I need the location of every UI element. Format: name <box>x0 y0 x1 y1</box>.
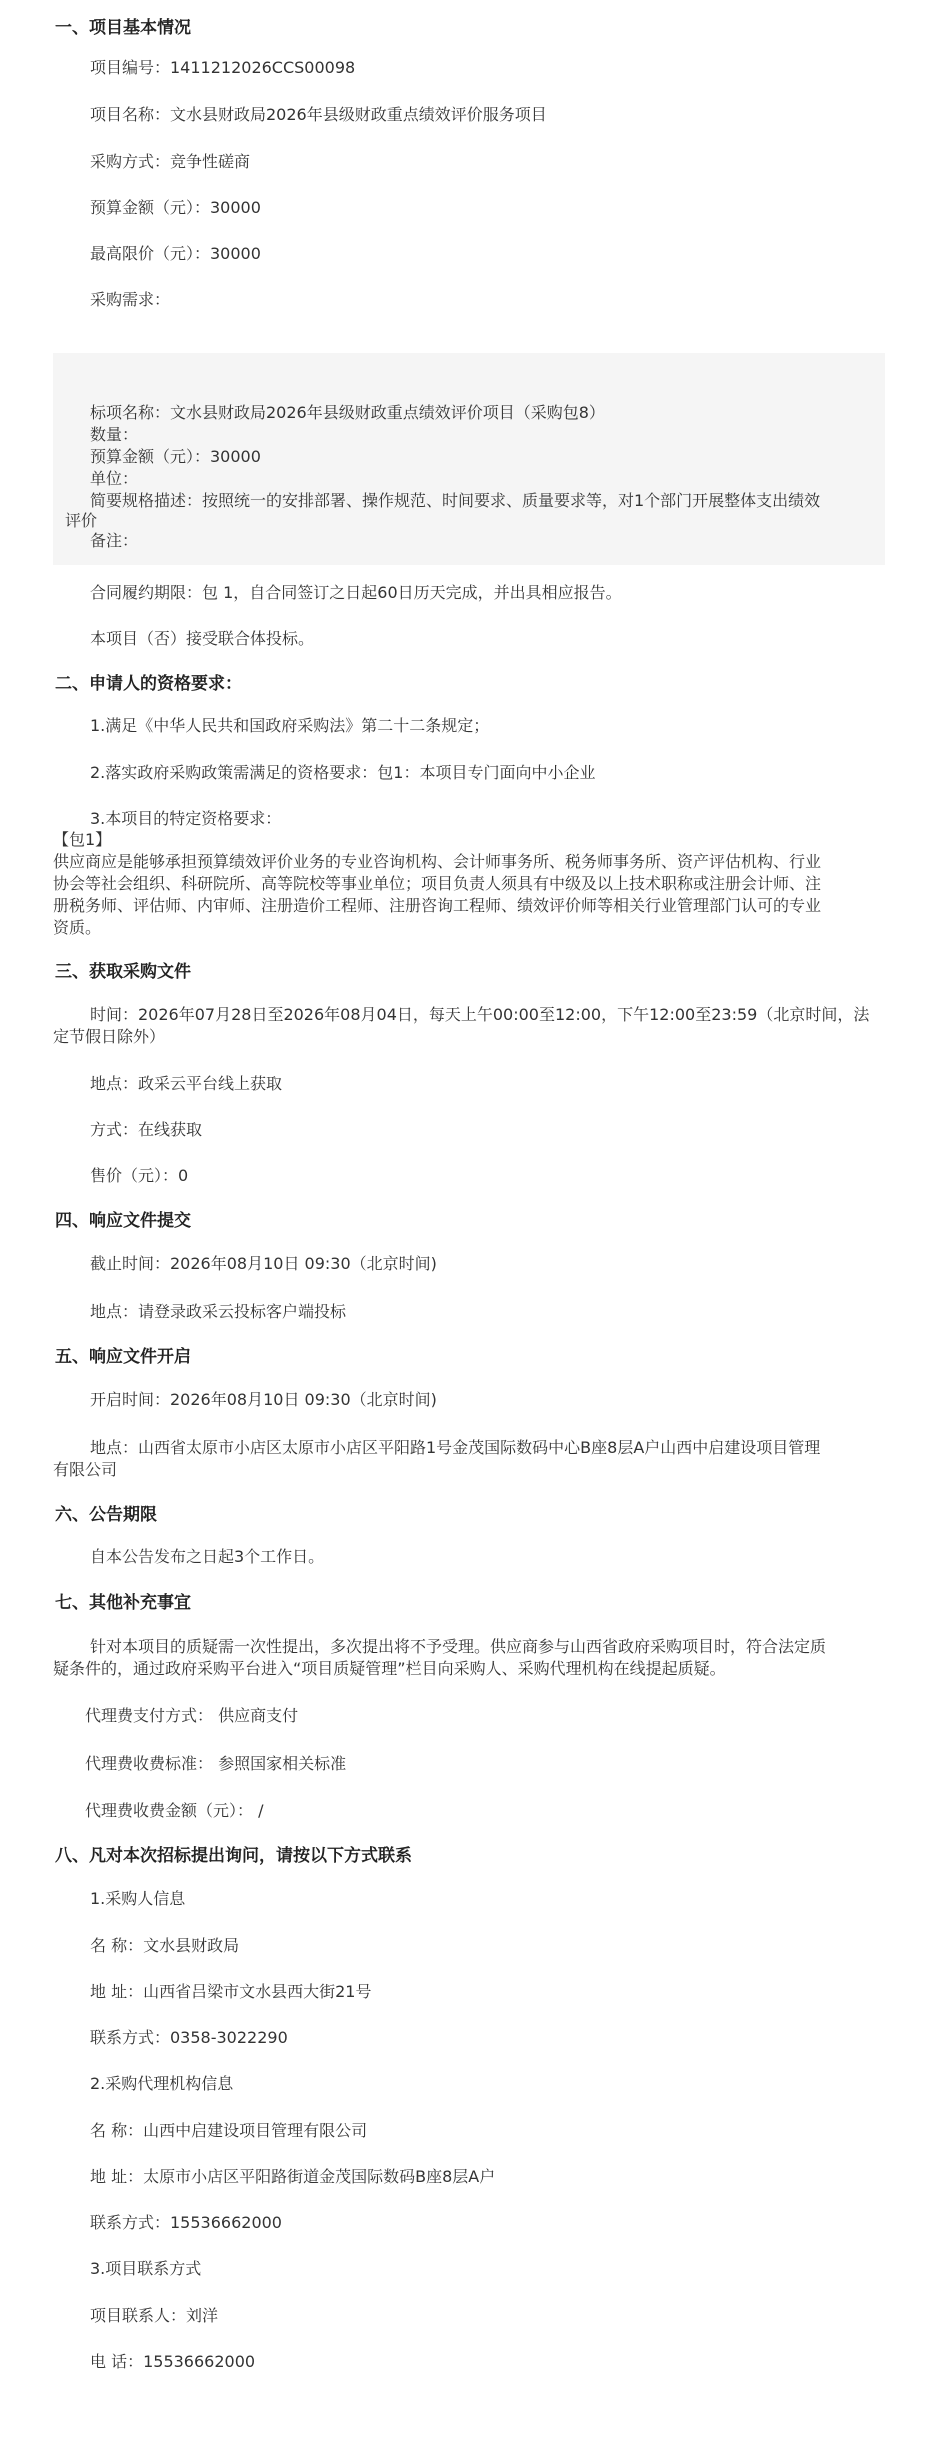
max-price: 最高限价（元）：30000 <box>90 244 261 263</box>
section-3-title: 三、获取采购文件 <box>55 962 191 982</box>
agent-address: 地 址：太原市小店区平阳路街道金茂国际数码B座8层A户 <box>90 2167 496 2186</box>
notice-period: 自本公告发布之日起3个工作日。 <box>90 1547 325 1566</box>
lot-budget: 预算金额（元）：30000 <box>90 447 261 466</box>
open-time: 开启时间：2026年08月10日 09:30（北京时间) <box>90 1390 437 1409</box>
agent-heading: 2.采购代理机构信息 <box>90 2074 234 2093</box>
section-4-title: 四、响应文件提交 <box>55 1211 191 1231</box>
contract-period: 合同履约期限：包 1，自合同签订之日起60日历天完成，并出具相应报告。 <box>90 583 622 602</box>
procurement-method: 采购方式：竞争性磋商 <box>90 152 251 171</box>
qualification-2: 2.落实政府采购政策需满足的资格要求：包1：本项目专门面向中小企业 <box>90 763 596 782</box>
contact-heading: 3.项目联系方式 <box>90 2259 202 2278</box>
section-7-title: 七、其他补充事宜 <box>55 1593 191 1613</box>
lot-quantity: 数量： <box>90 425 139 444</box>
doc-time-line-2: 定节假日除外） <box>53 1027 166 1046</box>
project-number: 项目编号：1411212026CCS00098 <box>90 58 356 77</box>
doc-price: 售价（元）：0 <box>90 1166 189 1185</box>
contact-person: 项目联系人：刘洋 <box>90 2306 219 2325</box>
open-place-line-1: 地点：山西省太原市小店区太原市小店区平阳路1号金茂国际数码中心B座8层A户山西中启建设项目管理 <box>90 1438 821 1457</box>
agency-fee-standard: 代理费收费标准： 参照国家相关标准 <box>85 1754 347 1773</box>
submit-place: 地点：请登录政采云投标客户端投标 <box>90 1302 347 1321</box>
section-6-title: 六、公告期限 <box>55 1505 157 1525</box>
lot-description: 简要规格描述：按照统一的安排部署、操作规范、时间要求、质量要求等，对1个部门开展整体支出绩效 <box>90 491 821 510</box>
budget-amount: 预算金额（元）：30000 <box>90 198 261 217</box>
section-1-title: 一、项目基本情况 <box>55 18 191 38</box>
agent-phone: 联系方式：15536662000 <box>90 2213 282 2232</box>
project-name: 项目名称：文水县财政局2026年县级财政重点绩效评价服务项目 <box>90 105 547 124</box>
section-8-title: 八、凡对本次招标提出询问，请按以下方式联系 <box>55 1846 412 1866</box>
buyer-address: 地 址：山西省吕梁市文水县西大街21号 <box>90 1982 372 2001</box>
buyer-phone: 联系方式：0358-3022290 <box>90 2028 288 2047</box>
special-req-line-2: 协会等社会组织、科研院所、高等院校等事业单位；项目负责人须具有中级及以上技术职称或注册会计师、注 <box>53 874 822 893</box>
agency-fee-payment: 代理费支付方式： 供应商支付 <box>85 1706 299 1725</box>
lot-unit: 单位： <box>90 469 139 488</box>
lot-name: 标项名称：文水县财政局2026年县级财政重点绩效评价项目（采购包8） <box>90 403 605 422</box>
procurement-demand: 采购需求： <box>90 290 171 309</box>
submit-deadline: 截止时间：2026年08月10日 09:30（北京时间) <box>90 1254 437 1273</box>
doc-place: 地点：政采云平台线上获取 <box>90 1074 283 1093</box>
complaint-line-2: 疑条件的，通过政府采购平台进入“项目质疑管理”栏目向采购人、采购代理机构在线提起质疑。 <box>53 1659 726 1678</box>
lot-remark: 备注： <box>90 531 139 550</box>
doc-time-line-1: 时间：2026年07月28日至2026年08月04日，每天上午00:00至12:00，下午12:00至23:59（北京时间，法 <box>90 1005 870 1024</box>
section-2-title: 二、申请人的资格要求： <box>55 674 242 694</box>
section-5-title: 五、响应文件开启 <box>55 1347 191 1367</box>
agent-name: 名 称：山西中启建设项目管理有限公司 <box>90 2121 368 2140</box>
special-req-line-3: 册税务师、评估师、内审师、注册造价工程师、注册咨询工程师、绩效评价师等相关行业管理部门认可的专业 <box>53 896 822 915</box>
package-label: 【包1】 <box>53 830 112 849</box>
special-req-line-1: 供应商应是能够承担预算绩效评价业务的专业咨询机构、会计师事务所、税务师事务所、资产评估机构、行业 <box>53 852 822 871</box>
special-req-line-4: 资质。 <box>53 918 102 937</box>
open-place-line-2: 有限公司 <box>53 1460 118 1479</box>
buyer-heading: 1.采购人信息 <box>90 1889 186 1908</box>
contact-phone: 电 话：15536662000 <box>90 2352 256 2371</box>
lot-description-cont: 评价 <box>65 511 98 530</box>
qualification-1: 1.满足《中华人民共和国政府采购法》第二十二条规定； <box>90 716 490 735</box>
complaint-line-1: 针对本项目的质疑需一次性提出，多次提出将不予受理。供应商参与山西省政府采购项目时，符合法定质 <box>90 1637 827 1656</box>
doc-way: 方式：在线获取 <box>90 1120 203 1139</box>
qualification-3: 3.本项目的特定资格要求： <box>90 809 282 828</box>
consortium-note: 本项目（否）接受联合体投标。 <box>90 629 315 648</box>
buyer-name: 名 称：文水县财政局 <box>90 1936 240 1955</box>
agency-fee-amount: 代理费收费金额（元）： / <box>85 1801 264 1820</box>
